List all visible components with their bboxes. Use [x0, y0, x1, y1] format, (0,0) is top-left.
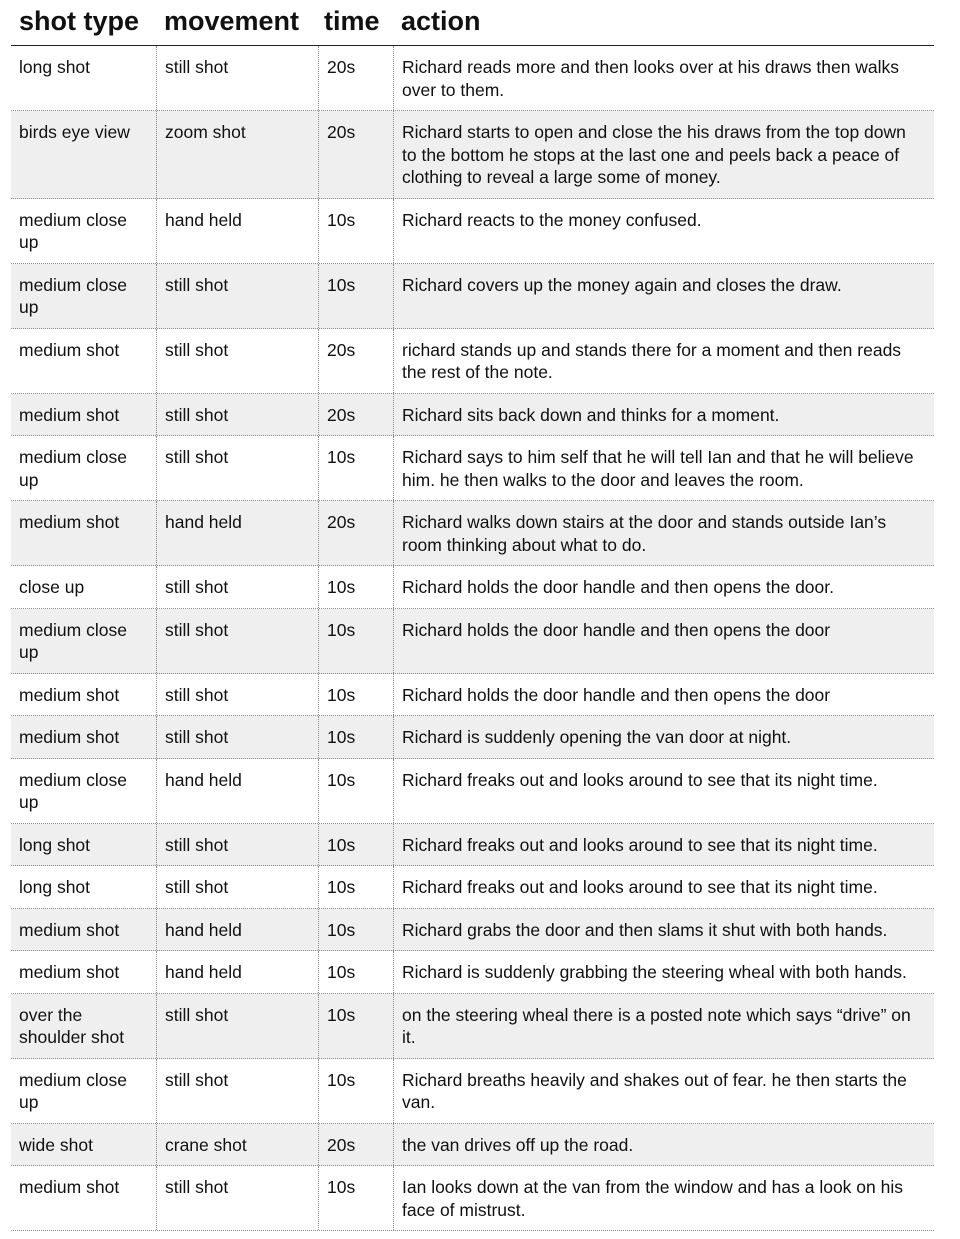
table-row [11, 199, 934, 264]
table-row [11, 46, 934, 111]
cell-time: 20s [318, 46, 393, 110]
cell-time: 20s [318, 501, 393, 565]
cell-time: 10s [318, 199, 393, 263]
table-row [11, 716, 934, 759]
table-row [11, 866, 934, 909]
cell-action: Richard grabs the door and then slams it shut with both hands. [393, 909, 934, 951]
cell-action: Richard starts to open and close the his draws from the top down to the bottom he stops at the last one and peels back a peace of clothing to reveal a large some of money. [393, 111, 934, 198]
cell-shot-type: medium shot [19, 404, 120, 425]
cell-action: Richard freaks out and looks around to see that its night time. [393, 866, 934, 908]
cell-time: 10s [318, 716, 393, 758]
cell-time: 20s [318, 394, 393, 436]
cell-shot-type: medium close up [19, 447, 127, 490]
table-body [11, 46, 934, 1231]
cell-movement: still shot [156, 994, 318, 1058]
cell-time: 10s [318, 674, 393, 716]
cell-shot-type: over the shoulder shot [19, 1004, 125, 1047]
cell-action: Ian looks down at the van from the window and has a look on his face of mistrust. [393, 1166, 934, 1230]
cell-time: 20s [318, 111, 393, 198]
cell-shot-type: medium shot [19, 1177, 120, 1197]
table-row [11, 824, 934, 867]
cell-shot-type: medium close up [19, 209, 127, 252]
cell-movement: hand held [156, 199, 318, 263]
table-row [11, 566, 934, 609]
cell-action: richard stands up and stands there for a moment and then reads the rest of the note. [393, 329, 934, 393]
cell-time: 20s [318, 329, 393, 393]
cell-shot-type: medium shot [19, 962, 120, 982]
cell-movement: still shot [156, 674, 318, 716]
cell-time: 10s [318, 909, 393, 951]
cell-action: Richard sits back down and thinks for a moment. [393, 394, 934, 436]
cell-shot-type: close up [19, 577, 85, 597]
table-row [11, 329, 934, 394]
cell-movement: crane shot [156, 1124, 318, 1166]
cell-time: 10s [318, 1059, 393, 1123]
table-row [11, 609, 934, 674]
cell-time: 10s [318, 866, 393, 908]
cell-action: Richard is suddenly grabbing the steering wheal with both hands. [393, 951, 934, 993]
cell-shot-type: medium shot [19, 727, 120, 747]
cell-time: 10s [318, 264, 393, 328]
cell-time: 10s [318, 566, 393, 608]
cell-shot-type: long shot [19, 834, 91, 855]
cell-shot-type: long shot [19, 877, 91, 897]
cell-action: Richard reads more and then looks over at his draws then walks over to them. [393, 46, 934, 110]
cell-shot-type: long shot [19, 57, 91, 77]
cell-shot-type: medium close up [19, 769, 127, 812]
header-movement: movement [164, 6, 300, 36]
table-row [11, 501, 934, 566]
cell-shot-type: medium close up [19, 619, 127, 662]
cell-movement: hand held [156, 759, 318, 823]
cell-movement: still shot [156, 436, 318, 500]
table-header [11, 0, 934, 46]
cell-action: Richard holds the door handle and then opens the door. [393, 566, 934, 608]
cell-movement: hand held [156, 909, 318, 951]
cell-shot-type: wide shot [19, 1134, 93, 1155]
cell-action: Richard says to him self that he will tell Ian and that he will believe him. he then walks to the door and leaves the room. [393, 436, 934, 500]
cell-action: Richard holds the door handle and then opens the door [393, 674, 934, 716]
cell-movement: still shot [156, 716, 318, 758]
cell-time: 10s [318, 994, 393, 1058]
cell-movement: still shot [156, 264, 318, 328]
header-action: action [401, 6, 481, 36]
cell-shot-type: medium close up [19, 274, 127, 317]
table-row [11, 1166, 934, 1231]
cell-time: 10s [318, 609, 393, 673]
cell-action: Richard freaks out and looks around to see that its night time. [393, 759, 934, 823]
cell-movement: still shot [156, 866, 318, 908]
cell-shot-type: birds eye view [19, 122, 130, 142]
header-time: time [324, 6, 380, 36]
cell-shot-type: medium shot [19, 919, 120, 940]
cell-shot-type: medium shot [19, 684, 120, 705]
cell-shot-type: medium close up [19, 1069, 127, 1112]
cell-movement: still shot [156, 824, 318, 866]
cell-movement: still shot [156, 394, 318, 436]
header-shot-type: shot type [19, 6, 140, 36]
table-row [11, 1059, 934, 1124]
table-row [11, 1124, 934, 1167]
cell-shot-type: medium shot [19, 339, 120, 360]
cell-movement: still shot [156, 46, 318, 110]
cell-movement: still shot [156, 1059, 318, 1123]
cell-time: 10s [318, 824, 393, 866]
cell-action: the van drives off up the road. [393, 1124, 934, 1166]
cell-movement: still shot [156, 1166, 318, 1230]
table-row [11, 909, 934, 952]
cell-time: 10s [318, 1166, 393, 1230]
cell-movement: still shot [156, 329, 318, 393]
table-row [11, 264, 934, 329]
table-row [11, 436, 934, 501]
cell-action: Richard walks down stairs at the door and stands outside Ian’s room thinking about what to do. [393, 501, 934, 565]
cell-action: Richard covers up the money again and closes the draw. [393, 264, 934, 328]
cell-time: 10s [318, 951, 393, 993]
cell-movement: hand held [156, 501, 318, 565]
table-row [11, 394, 934, 437]
cell-time: 10s [318, 759, 393, 823]
table-row [11, 674, 934, 717]
cell-action: Richard reacts to the money confused. [393, 199, 934, 263]
cell-action: Richard breaths heavily and shakes out of fear. he then starts the van. [393, 1059, 934, 1123]
table-row [11, 994, 934, 1059]
table-row [11, 951, 934, 994]
cell-movement: still shot [156, 566, 318, 608]
cell-movement: zoom shot [156, 111, 318, 198]
table-row [11, 111, 934, 199]
table-row [11, 759, 934, 824]
cell-time: 20s [318, 1124, 393, 1166]
cell-time: 10s [318, 436, 393, 500]
cell-action: Richard holds the door handle and then opens the door [393, 609, 934, 673]
cell-shot-type: medium shot [19, 512, 120, 532]
cell-action: Richard is suddenly opening the van door at night. [393, 716, 934, 758]
cell-action: Richard freaks out and looks around to see that its night time. [393, 824, 934, 866]
shot-list-table [11, 0, 934, 1231]
cell-action: on the steering wheal there is a posted note which says “drive” on it. [393, 994, 934, 1058]
cell-movement: hand held [156, 951, 318, 993]
cell-movement: still shot [156, 609, 318, 673]
